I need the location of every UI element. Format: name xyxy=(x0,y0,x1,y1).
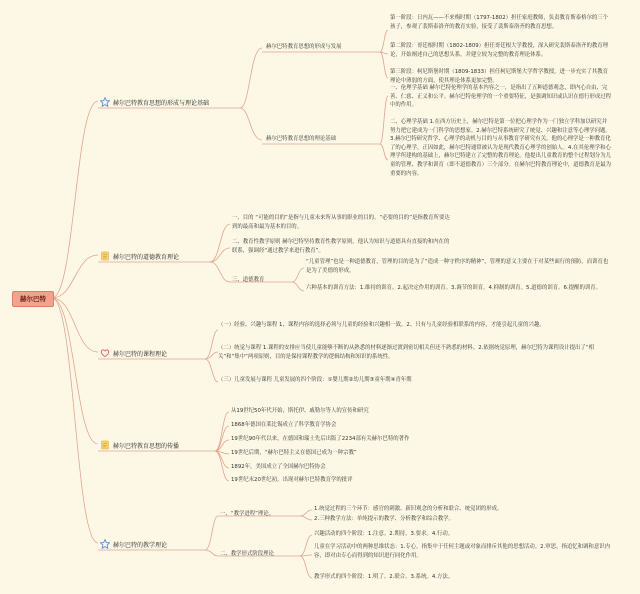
node-educative-teaching[interactable]: 二、教育性教学原则 赫尔巴特坚持教育性教学原则，他认为知识与道德具有直接的和内在的联系，强调经“通过教学来进行教育”。 xyxy=(232,239,450,254)
spread-item[interactable]: 19世纪末20世纪初，出现对赫尔巴特教育学的批评 xyxy=(231,477,353,483)
branch-curriculum[interactable] xyxy=(100,346,167,360)
branch-label: 赫尔巴特教育思想的形成与理论基础 xyxy=(113,99,210,107)
star-icon xyxy=(100,97,110,107)
branch-label: 赫尔巴特的课程理论 xyxy=(113,350,168,358)
detail-three-methods: 2.三种教学方法：单纯提示的教学、分析教学和综合教学。 xyxy=(314,516,454,522)
root-node[interactable]: 赫尔巴特 xyxy=(12,291,54,307)
detail-stage-1: 第一阶段：日内瓦——不来梅时期（1797-1802）担任家庭教师，负责教育斯泰格尔的三个孩子，参观了裴斯泰洛齐的教育实验，接受了裴斯泰洛齐的教育思想。 xyxy=(390,15,609,30)
node-theory-basis[interactable]: 赫尔巴特教育思想的理论基础 xyxy=(266,136,337,142)
spread-item[interactable]: 19世纪后期，“赫尔巴特主义在德国已成为一种宗教” xyxy=(231,450,357,456)
branch-teaching[interactable] xyxy=(100,537,167,551)
node-experience-interest[interactable]: （一）经验、兴趣与课程 1、课程内容的选择必须与儿童的经验和兴趣相一致。2、只有与儿童经验相联系的内容，才能引起儿童的兴趣。 xyxy=(218,322,545,328)
detail-stage-2: 第二阶段：哥廷根时期（1802-1809）担任哥廷根大学教授，深入研究裴斯泰洛齐的教育理论，开始阐述自己的思想头系，并建立较为完整的教育理论体系。 xyxy=(390,43,609,58)
detail-interest-stages: 兴趣活动的四个阶段：1.注意。2.期待。3.要求。4.行动。 xyxy=(314,531,454,537)
detail-psychology-basis: 二、心理学基础 1.在西方历史上，赫尔巴特是第一位把心理学作为一门独立学科加以研究并努力把它建成为一门科学的思想家。2.赫尔巴特系统研究了统觉、兴趣和注意等心理学问题。3.赫尔巴特研究哲学、心理学的动机与目的与从事教育学研究有关。他的心理学是一种教育化了的心理学，正因如此，赫尔巴特通常被认为是现代教育心理学的创始人。4.在其伦理学和心理学所建构的基础上，赫尔巴特建立了完整的教育理论。他提出儿童教育的整个过程划分为儿童的管理、教学和训育（即不道德教育）三个部分。在赫尔巴特教育理论中，道德教育是最为重要的内容。 xyxy=(390,119,612,177)
document-icon xyxy=(100,440,110,450)
branch-spread[interactable] xyxy=(100,438,179,452)
node-moral-aim[interactable]: 一、目的 “可能的目的”是指与儿童未来所从事的职业的目的。“必要的目的”是指教育所要达到的最高和最为基本的目的。 xyxy=(232,215,450,230)
star-icon xyxy=(100,539,110,549)
detail-child-management: “儿童管理”也是一种道德教育，管理的目的是为了“造成一种守秩序的精神”，管理的意义主要在于对某些面行的预防，而训育也是为了美德的形成。 xyxy=(306,259,609,274)
detail-six-methods: 六种基本的训育方法：1.维持的训育。2.起决定作用的训育。3.调节的训育。4.抑制的训育。5.道德的训育。6.提醒的训育。 xyxy=(306,285,602,291)
branch-label: 赫尔巴特的道德教育理论 xyxy=(113,253,180,261)
detail-stage-3: 第三阶段：柯尼斯堡时期（1809-1833）担任柯尼斯堡大学哲学教授，进一步充实了其教育理论中薄弱的方面，使其理论体系更加完整。 xyxy=(390,69,609,84)
detail-ethics-basis: 一、伦理学基础 赫尔巴特伦理学的基本内容之一，是指出了五种道德观念，即内心自由、完善、仁慈、正义和公平。赫尔巴特伦理学的一个重要特征，是强调知识或认识在德行形成过程中的作用。 xyxy=(390,85,612,109)
spread-item[interactable]: 1892年，美国成立了全国赫尔巴特协会 xyxy=(231,464,326,470)
node-moral-education[interactable]: 三、道德教育 xyxy=(232,277,265,283)
spread-item[interactable]: 19世纪90年代以来，在德国和瑞士先后出版了2234部有关赫尔巴特的著作 xyxy=(231,436,410,442)
branch-label: 赫尔巴特教育思想的传播 xyxy=(113,442,180,450)
node-child-development[interactable]: （三）儿童发展与课程 儿童发展的四个阶段：①婴儿期②幼儿期③童年期④青年期 xyxy=(218,377,412,383)
branch-moral-education[interactable] xyxy=(100,249,179,263)
node-teaching-process[interactable]: 一、“教学进程”理论。 xyxy=(220,511,275,517)
node-formal-steps[interactable]: 二、教学形式阶段理论 xyxy=(220,551,274,557)
heart-icon xyxy=(100,348,110,358)
spread-item[interactable]: 从19世纪50年代开始，斯托伊、戚勒尔等人的宣传和研究 xyxy=(231,408,369,414)
node-formation-development[interactable]: 赫尔巴特教育思想的形成与发展 xyxy=(266,44,342,50)
detail-thinking-states: 儿童在学习活动中的两种思维状态：1.专心，指集中于任何主题或对象而排斥其他的思想活动。2.审思，指追忆和调和意识内容，即对由专心而得到的知识进行同化作用。 xyxy=(314,544,610,559)
spread-item[interactable]: 1868年德国在莱比锡成立了科学教育学协会 xyxy=(231,422,337,428)
branch-label: 赫尔巴特的教学理论 xyxy=(113,541,168,549)
branch-formation[interactable] xyxy=(100,95,209,109)
detail-four-steps: 教学形式的四个阶段：1.明了。2.联合。3.系统。4.方法。 xyxy=(314,574,454,580)
document-icon xyxy=(100,251,110,261)
node-apperception[interactable]: （二）统觉与课程 1.课程的安排应当使儿童能够不断的从熟悉的材料逐渐过渡到密切相关但还不熟悉的材料。2.依据统觉原理，赫尔巴特为课程设计提出了“相关”和“集中”两项原则，目的是保持课程教学的逻辑结构和知识的系统性。 xyxy=(218,345,594,360)
detail-apperception-steps: 1.统觉过程的三个环节：感官的刺激、新旧观念的分析和联合、统觉团的形成。 xyxy=(314,506,503,512)
